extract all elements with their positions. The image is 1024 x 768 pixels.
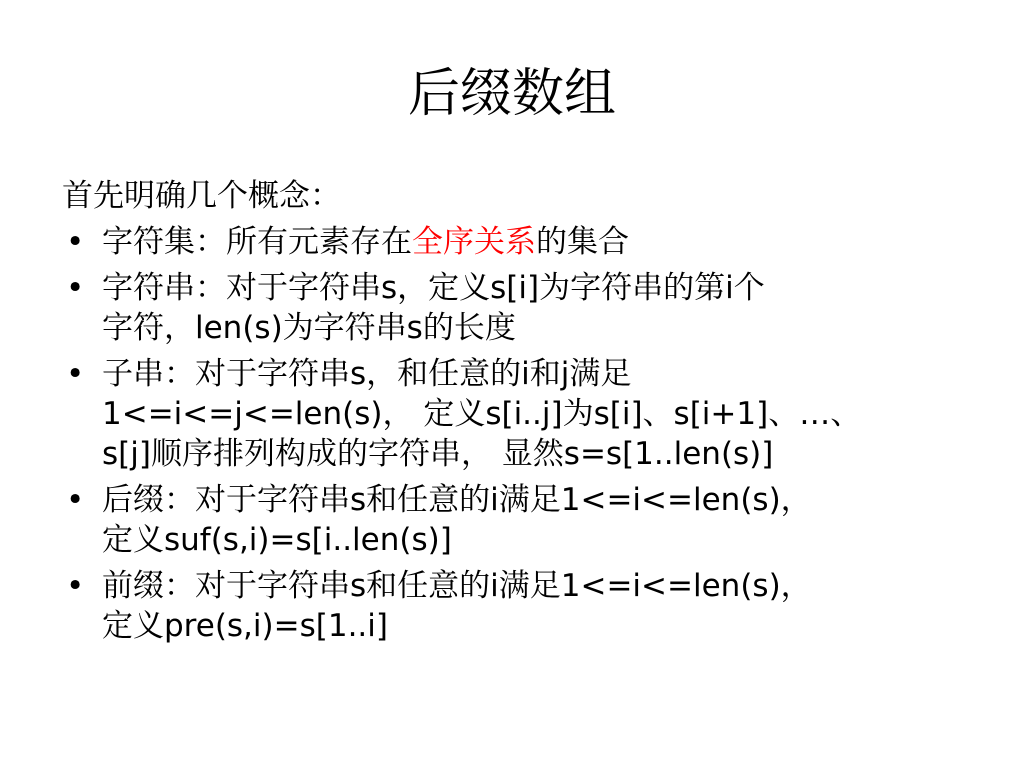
bullet-line: 前缀：对于字符串s和任意的i满足1<=i<=len(s)， — [102, 568, 812, 604]
bullet-string — [62, 268, 962, 348]
bullet-line: 定义pre(s,i)=s[1..i] — [102, 608, 388, 644]
slide-title: 后缀数组 — [407, 64, 616, 124]
bullet-line: 定义suf(s,i)=s[i..len(s)] — [102, 522, 452, 558]
bullet-list — [62, 222, 962, 646]
bullet-line: 子串：对于字符串s，和任意的i和j满足 — [102, 356, 632, 392]
charset-text-start: 字符集：所有元素存在 — [102, 224, 412, 260]
bullet-line: 字符串：对于字符串s，定义s[i]为字符串的第i个 — [102, 270, 765, 306]
bullet-icon: • — [66, 224, 85, 260]
bullet-charset — [62, 222, 962, 262]
intro-text: 首先明确几个概念： — [62, 178, 341, 214]
charset-text-end: 的集合 — [536, 224, 629, 260]
total-order-highlight: 全序关系 — [412, 224, 536, 260]
bullet-substring — [62, 354, 962, 474]
bullet-line: 字符，len(s)为字符串s的长度 — [102, 310, 516, 346]
bullet-icon: • — [66, 356, 85, 392]
bullet-line: 后缀：对于字符串s和任意的i满足1<=i<=len(s)， — [102, 482, 812, 518]
bullet-line: 1<=i<=j<=len(s)， 定义s[i..j]为s[i]、s[i+1]、…、 — [102, 396, 862, 432]
bullet-line — [102, 222, 962, 262]
slide-body — [62, 176, 962, 652]
bullet-icon: • — [66, 482, 85, 518]
bullet-icon: • — [66, 270, 85, 306]
bullet-line: s[j]顺序排列构成的字符串， 显然s=s[1..len(s)] — [102, 436, 774, 472]
bullet-icon: • — [66, 568, 85, 604]
bullet-suffix — [62, 480, 962, 560]
bullet-prefix — [62, 566, 962, 646]
